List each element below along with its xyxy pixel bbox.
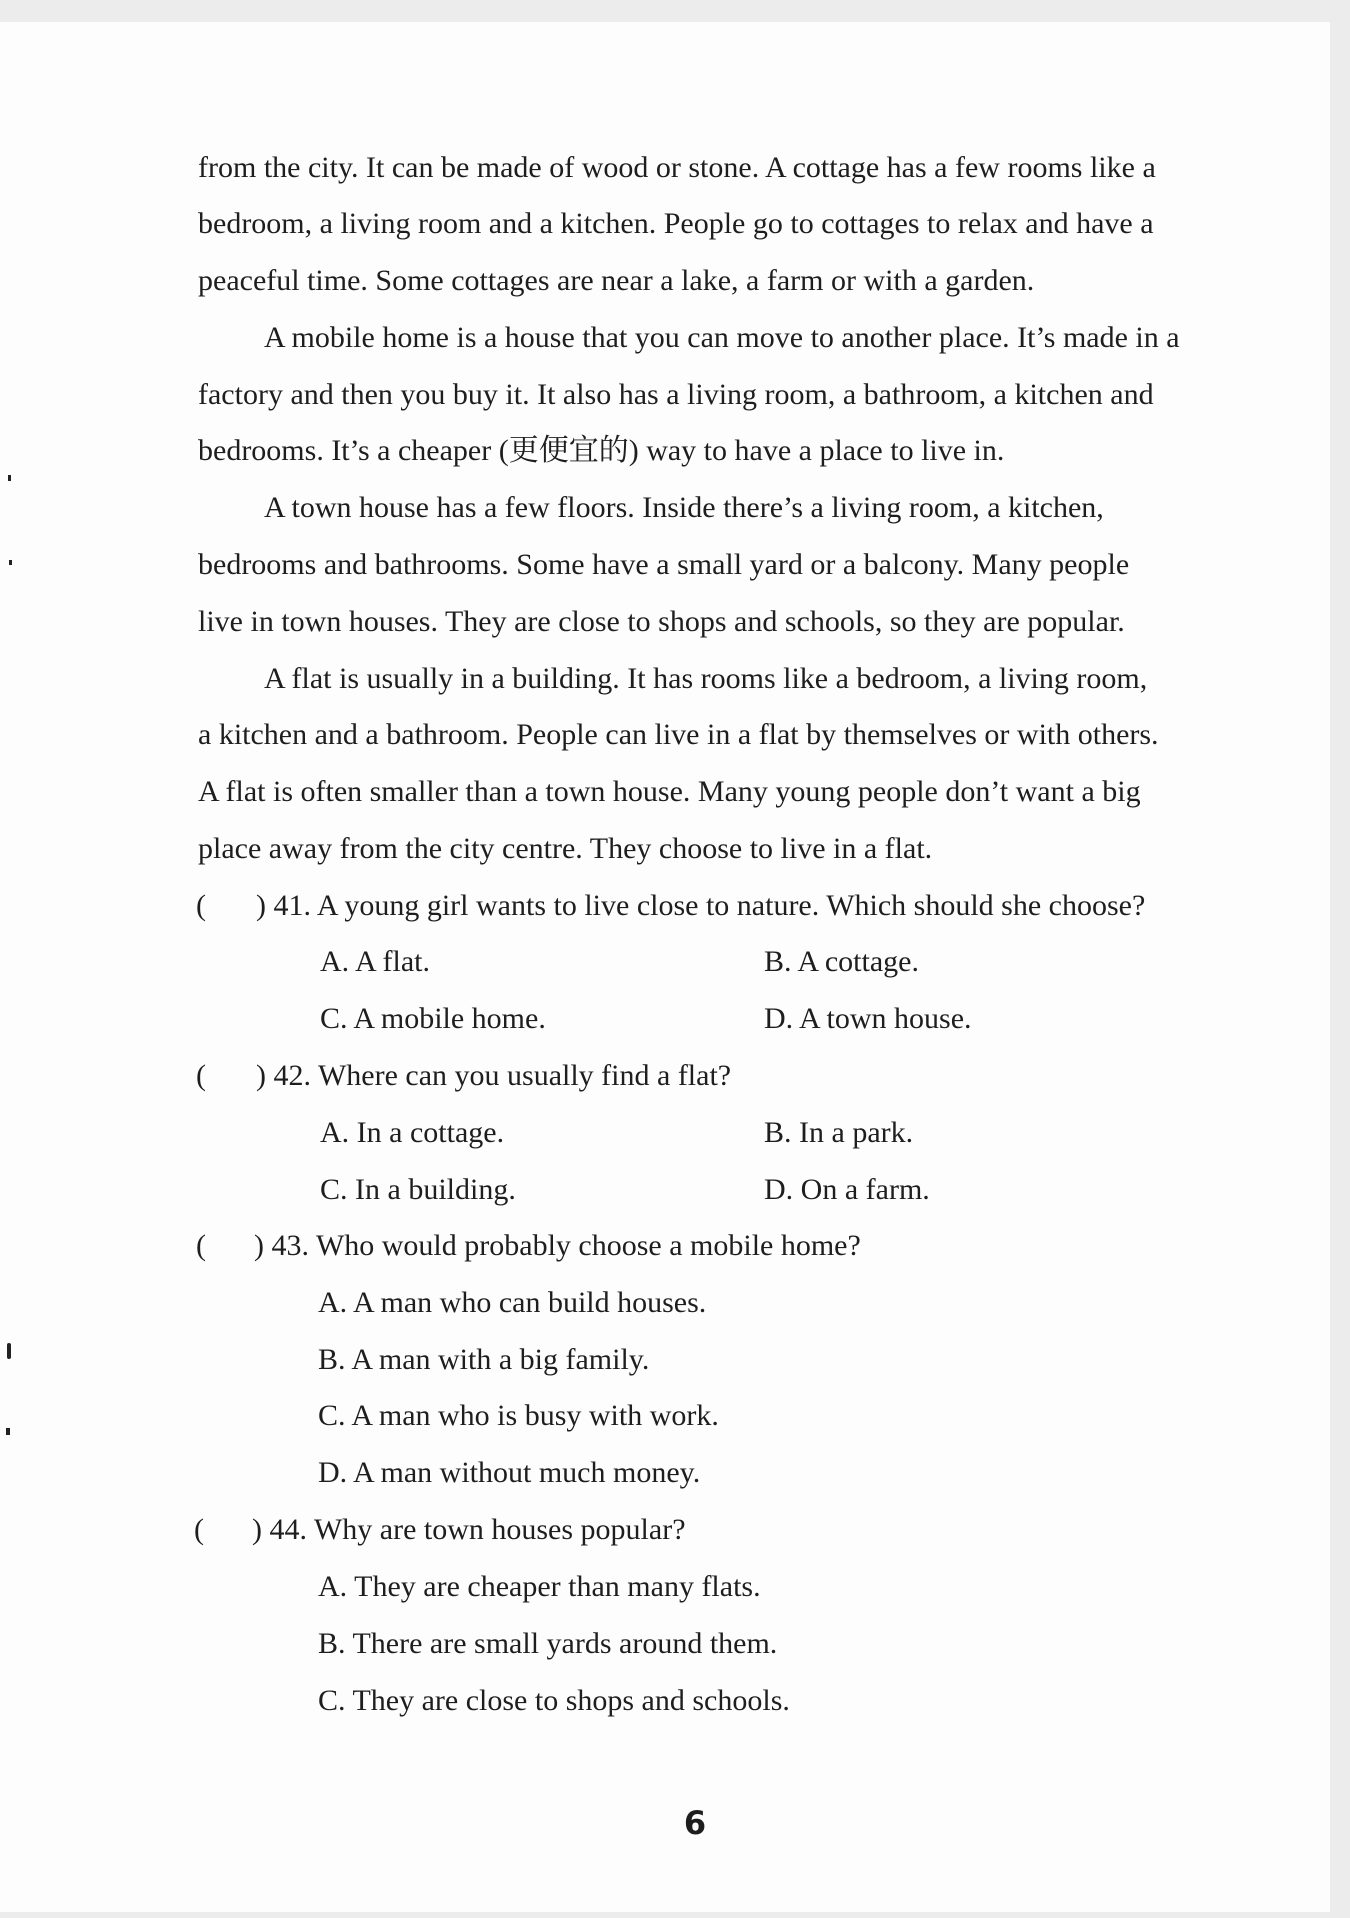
passage-line: factory and then you buy it. It also has a living room, a bathroom, a kitchen and — [198, 378, 1154, 411]
option-c: C. They are close to shops and schools. — [318, 1684, 790, 1717]
document-page — [0, 22, 1330, 1912]
passage-line: from the city. It can be made of wood or stone. A cottage has a few rooms like a — [198, 151, 1156, 184]
answer-blank-open-paren: ( — [196, 1059, 206, 1092]
binding-mark — [9, 560, 12, 565]
option-d: D. On a farm. — [764, 1173, 930, 1206]
page-number: 6 — [683, 1804, 707, 1842]
question-text: ) 41. A young girl wants to live close to nature. Which should she choose? — [256, 889, 1146, 922]
passage-line: bedroom, a living room and a kitchen. People go to cottages to relax and have a — [198, 207, 1154, 240]
passage-line: A flat is often smaller than a town house. Many young people don’t want a big — [198, 775, 1141, 808]
option-d: D. A town house. — [764, 1002, 972, 1035]
passage-line: place away from the city centre. They choose to live in a flat. — [198, 832, 933, 865]
answer-blank-open-paren: ( — [196, 1229, 206, 1262]
option-c: C. A mobile home. — [320, 1002, 546, 1035]
passage-line: peaceful time. Some cottages are near a lake, a farm or with a garden. — [198, 264, 1035, 297]
binding-mark — [6, 1428, 10, 1435]
option-b: B. In a park. — [764, 1116, 914, 1149]
answer-blank-open-paren: ( — [196, 889, 206, 922]
passage-line: live in town houses. They are close to shops and schools, so they are popular. — [198, 605, 1125, 638]
question-text: ) 44. Why are town houses popular? — [252, 1513, 686, 1546]
option-c: C. In a building. — [320, 1173, 516, 1206]
option-d: D. A man without much money. — [318, 1456, 701, 1489]
option-c: C. A man who is busy with work. — [318, 1399, 719, 1432]
passage-line: bedrooms and bathrooms. Some have a small yard or a balcony. Many people — [198, 548, 1130, 581]
option-a: A. A man who can build houses. — [318, 1286, 707, 1319]
passage-line: A mobile home is a house that you can move to another place. It’s made in a — [264, 321, 1180, 354]
passage-line: A town house has a few floors. Inside there’s a living room, a kitchen, — [264, 491, 1104, 524]
passage-line: A flat is usually in a building. It has rooms like a bedroom, a living room, — [264, 662, 1148, 695]
option-a: A. In a cottage. — [320, 1116, 505, 1149]
option-b: B. A man with a big family. — [318, 1343, 650, 1376]
binding-mark — [8, 475, 11, 481]
question-text: ) 42. Where can you usually find a flat? — [256, 1059, 732, 1092]
option-b: B. A cottage. — [764, 945, 919, 978]
passage-line: bedrooms. It’s a cheaper (更便宜的) way to have a place to live in. — [198, 434, 1005, 467]
question-text: ) 43. Who would probably choose a mobile home? — [254, 1229, 861, 1262]
option-a: A. They are cheaper than many flats. — [318, 1570, 761, 1603]
passage-line: a kitchen and a bathroom. People can live in a flat by themselves or with others. — [198, 718, 1159, 751]
option-a: A. A flat. — [320, 945, 430, 978]
binding-mark — [7, 1343, 11, 1359]
answer-blank-open-paren: ( — [194, 1513, 204, 1546]
option-b: B. There are small yards around them. — [318, 1627, 778, 1660]
